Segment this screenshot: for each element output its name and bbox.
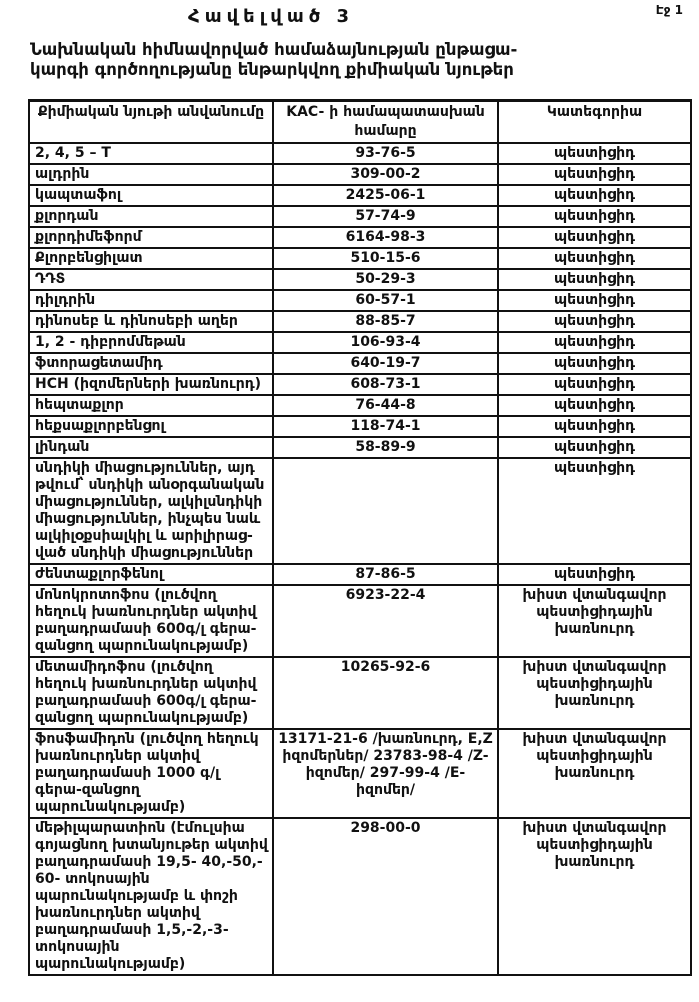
chemical-name: մետամիդոֆոս (լուծվող հեղուկ խառնուրդներ ակտիվ բաղադրամասի 600գ/լ գերա-զանցող պարունակությամբ) (29, 657, 273, 729)
table-row (29, 395, 691, 416)
table-row (29, 227, 691, 248)
document-subtitle (30, 40, 650, 80)
table-row (29, 437, 691, 458)
cas-number: 6923-22-4 (273, 585, 498, 657)
cas-number: 640-19-7 (273, 353, 498, 374)
category: պեստիցիդ (498, 185, 691, 206)
cas-number: 118-74-1 (273, 416, 498, 437)
chemical-name: ԴԴՏ (29, 269, 273, 290)
cas-number: 50-29-3 (273, 269, 498, 290)
table-row (29, 564, 691, 585)
table-row (29, 332, 691, 353)
cas-number: 58-89-9 (273, 437, 498, 458)
chemical-name: ժենտաքլորֆենոլ (29, 564, 273, 585)
table-row (29, 657, 691, 729)
category: պեստիցիդ (498, 332, 691, 353)
table-row (29, 269, 691, 290)
table-row (29, 416, 691, 437)
category: պեստիցիդ (498, 164, 691, 185)
cas-number: 10265-92-6 (273, 657, 498, 729)
cas-number (273, 458, 498, 564)
table-row (29, 164, 691, 185)
chemical-name: դինոսեբ և դինոսեբի աղեր (29, 311, 273, 332)
table-row (29, 374, 691, 395)
chemical-name: մեթիլպարատիոն (էմուլսիա գոյացնող խտանյութեր ակտիվ բաղադրամասի 19,5- 40,-50,- 60- տոկոսային պարունակությամբ և փոշի խառնուրդներ ակտիվ բաղադրամասի 1,5,-2,-3- տոկոսային պարունակությամբ) (29, 818, 273, 975)
chemical-name: քլորդան (29, 206, 273, 227)
cas-number: 2425-06-1 (273, 185, 498, 206)
table-row (29, 729, 691, 818)
cas-number: 87-86-5 (273, 564, 498, 585)
cas-number: 608-73-1 (273, 374, 498, 395)
chemical-name: Քլորբենցիլատ (29, 248, 273, 269)
category: պեստիցիդ (498, 248, 691, 269)
category: խիստ վտանգավոր պեստիցիդային խառնուրդ (498, 729, 691, 818)
cas-number: 76-44-8 (273, 395, 498, 416)
category: պեստիցիդ (498, 374, 691, 395)
chemical-name: կապտաֆոլ (29, 185, 273, 206)
document-title: Հավելված 3 (188, 6, 355, 27)
category: պեստիցիդ (498, 269, 691, 290)
cas-number: 13171-21-6 /խառնուրդ, E,Z իզոմերներ/ 23783-98-4 /Z- իզոմեր/ 297-99-4 /E- իզոմեր/ (273, 729, 498, 818)
cas-number: 298-00-0 (273, 818, 498, 975)
cas-number: 309-00-2 (273, 164, 498, 185)
category: խիստ վտանգավոր պեստիցիդային խառնուրդ (498, 657, 691, 729)
category: պեստիցիդ (498, 206, 691, 227)
table-header-row (29, 101, 691, 144)
category: պեստիցիդ (498, 395, 691, 416)
header-chemical-name: Քիմիական նյութի անվանումը (29, 101, 273, 144)
cas-number: 93-76-5 (273, 143, 498, 164)
category: պեստիցիդ (498, 311, 691, 332)
header-category: Կատեգորիա (498, 101, 691, 144)
subtitle-line-1: Նախնական հիմնավորված համաձայնության ընթացա- (30, 40, 518, 59)
category: պեստիցիդ (498, 416, 691, 437)
cas-number: 6164-98-3 (273, 227, 498, 248)
category: պեստիցիդ (498, 353, 691, 374)
subtitle-line-2: կարգի գործողությանը ենթարկվող քիմիական նյութեր (30, 60, 514, 79)
table-row (29, 248, 691, 269)
cas-number: 57-74-9 (273, 206, 498, 227)
chemical-name: հեքսաքլորբենցոլ (29, 416, 273, 437)
chemical-name: 1, 2 - դիբրոմմեթան (29, 332, 273, 353)
chemical-name: հեպտաքլոր (29, 395, 273, 416)
chemical-name: HCH (իզոմերների խառնուրդ) (29, 374, 273, 395)
table-row (29, 458, 691, 564)
cas-number: 88-85-7 (273, 311, 498, 332)
table-row (29, 818, 691, 975)
cas-number: 60-57-1 (273, 290, 498, 311)
chemical-name: դիլդրին (29, 290, 273, 311)
chemical-name: քլորդիմեֆորմ (29, 227, 273, 248)
chemical-name: ֆտորացետամիդ (29, 353, 273, 374)
table-row (29, 206, 691, 227)
header-cas-number: KAC- ի համապատասխան համարը (273, 101, 498, 144)
chemical-name: ալդրին (29, 164, 273, 185)
cas-number: 106-93-4 (273, 332, 498, 353)
category: պեստիցիդ (498, 143, 691, 164)
chemical-name: ֆոսֆամիդոն (լուծվող հեղուկ խառնուրդներ ակտիվ բաղադրամասի 1000 գ/լ գերա-զանցող պարունակությամբ) (29, 729, 273, 818)
cas-number: 510-15-6 (273, 248, 498, 269)
category: պեստիցիդ (498, 564, 691, 585)
page-number: Էջ 1 (655, 3, 683, 17)
table-row (29, 290, 691, 311)
category: պեստիցիդ (498, 227, 691, 248)
category: պեստիցիդ (498, 290, 691, 311)
table-row (29, 143, 691, 164)
chemical-name: սնդիկի միացություններ, այդ թվում՝ սնդիկի անօրգանական միացություններ, ալկիլսնդիկի միացություններ, ինչպես նաև ալկիլօքսիալկիլ և արիլիրաց-ված սնդիկի միացություններ (29, 458, 273, 564)
table-row (29, 585, 691, 657)
table-row (29, 353, 691, 374)
table-row (29, 311, 691, 332)
category: խիստ վտանգավոր պեստիցիդային խառնուրդ (498, 585, 691, 657)
chemical-name: լինդան (29, 437, 273, 458)
category: խիստ վտանգավոր պեստիցիդային խառնուրդ (498, 818, 691, 975)
table-row (29, 185, 691, 206)
chemical-name: 2, 4, 5 – T (29, 143, 273, 164)
category: պեստիցիդ (498, 458, 691, 564)
chemical-name: մոնոկրոտոֆոս (լուծվող հեղուկ խառնուրդներ ակտիվ բաղադրամասի 600գ/լ գերա-զանցող պարունակությամբ) (29, 585, 273, 657)
chemicals-table (28, 99, 692, 976)
category: պեստիցիդ (498, 437, 691, 458)
